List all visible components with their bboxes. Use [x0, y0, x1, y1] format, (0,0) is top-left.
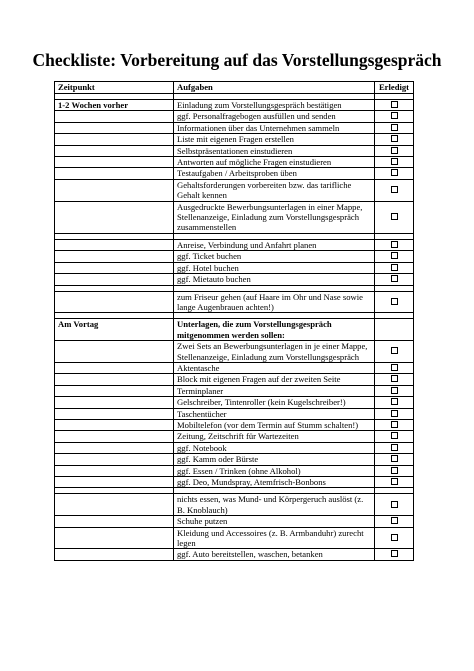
checklist-row: [55, 516, 414, 527]
checklist-row: [55, 239, 414, 250]
checklist-row: [55, 341, 414, 363]
zeitpunkt-cell: [55, 431, 174, 442]
checklist-row: [55, 291, 414, 313]
checklist-row: [55, 100, 414, 111]
zeitpunkt-cell: [55, 262, 174, 273]
erledigt-cell: [375, 179, 414, 201]
erledigt-cell: [375, 319, 414, 341]
erledigt-cell: [375, 549, 414, 560]
checklist-row: [55, 201, 414, 233]
erledigt-cell: [375, 168, 414, 179]
zeitpunkt-cell: [55, 408, 174, 419]
zeitpunkt-cell: [55, 168, 174, 179]
erledigt-cell: [375, 239, 414, 250]
erledigt-cell: [375, 516, 414, 527]
checkbox[interactable]: [391, 455, 398, 462]
aufgabe-cell: Zeitung, Zeitschrift für Wartezeiten: [174, 431, 375, 442]
checklist-row: [55, 419, 414, 430]
checkbox[interactable]: [391, 387, 398, 394]
aufgabe-cell: ggf. Auto bereitstellen, waschen, betanken: [174, 549, 375, 560]
document-title: Checkliste: Vorbereitung auf das Vorstellungsgespräch: [32, 50, 442, 70]
aufgabe-cell: Unterlagen, die zum Vorstellungsgespräch mitgenommen werden sollen:: [174, 319, 375, 341]
zeitpunkt-cell: [55, 549, 174, 560]
checklist-row: [55, 408, 414, 419]
checkbox[interactable]: [391, 264, 398, 271]
zeitpunkt-cell: Am Vortag: [55, 319, 174, 341]
table-header-row: [55, 82, 414, 94]
erledigt-cell: [375, 251, 414, 262]
aufgabe-cell: Anreise, Verbindung und Anfahrt planen: [174, 239, 375, 250]
zeitpunkt-cell: [55, 239, 174, 250]
aufgabe-cell: Ausgedruckte Bewerbungsunterlagen in einer Mappe, Stellenanzeige, Einladung zum Vorstellungsgespräch zusammenstellen: [174, 201, 375, 233]
checklist-row: [55, 251, 414, 262]
aufgabe-cell: Liste mit eigenen Fragen erstellen: [174, 134, 375, 145]
aufgabe-cell: Block mit eigenen Fragen auf der zweiten Seite: [174, 374, 375, 385]
aufgabe-cell: ggf. Kamm oder Bürste: [174, 454, 375, 465]
erledigt-cell: [375, 145, 414, 156]
erledigt-cell: [375, 341, 414, 363]
checklist-row: [55, 454, 414, 465]
checkbox[interactable]: [391, 478, 398, 485]
aufgabe-cell: Einladung zum Vorstellungsgespräch bestätigen: [174, 100, 375, 111]
checklist-row: [55, 494, 414, 516]
erledigt-cell: [375, 201, 414, 233]
checklist-row: [55, 527, 414, 549]
checkbox[interactable]: [391, 101, 398, 108]
checkbox[interactable]: [391, 467, 398, 474]
zeitpunkt-cell: [55, 341, 174, 363]
erledigt-cell: [375, 385, 414, 396]
checklist-row: [55, 385, 414, 396]
checkbox[interactable]: [391, 432, 398, 439]
checkbox[interactable]: [391, 213, 398, 220]
erledigt-cell: [375, 362, 414, 373]
checkbox[interactable]: [391, 534, 398, 541]
checkbox[interactable]: [391, 550, 398, 557]
zeitpunkt-cell: [55, 385, 174, 396]
aufgabe-cell: zum Friseur gehen (auf Haare im Ohr und Nase sowie lange Augenbrauen achten!): [174, 291, 375, 313]
checkbox[interactable]: [391, 158, 398, 165]
checkbox[interactable]: [391, 444, 398, 451]
erledigt-cell: [375, 262, 414, 273]
zeitpunkt-cell: [55, 454, 174, 465]
erledigt-cell: [375, 454, 414, 465]
zeitpunkt-cell: [55, 374, 174, 385]
aufgabe-cell: Mobiltelefon (vor dem Termin auf Stumm schalten!): [174, 419, 375, 430]
checkbox[interactable]: [391, 501, 398, 508]
checkbox[interactable]: [391, 124, 398, 131]
checklist-row: [55, 465, 414, 476]
aufgabe-cell: Gelschreiber, Tintenroller (kein Kugelschreiber!): [174, 397, 375, 408]
zeitpunkt-cell: 1-2 Wochen vorher: [55, 100, 174, 111]
aufgabe-cell: Gehaltsforderungen vorbereiten bzw. das tarifliche Gehalt kennen: [174, 179, 375, 201]
checkbox[interactable]: [391, 375, 398, 382]
checklist-body: [55, 94, 414, 561]
checkbox[interactable]: [391, 517, 398, 524]
aufgabe-cell: Testaufgaben / Arbeitsproben üben: [174, 168, 375, 179]
zeitpunkt-cell: [55, 157, 174, 168]
erledigt-cell: [375, 477, 414, 488]
zeitpunkt-cell: [55, 251, 174, 262]
erledigt-cell: [375, 111, 414, 122]
checkbox[interactable]: [391, 135, 398, 142]
erledigt-cell: [375, 274, 414, 285]
aufgabe-cell: ggf. Deo, Mundspray, Atemfrisch-Bonbons: [174, 477, 375, 488]
zeitpunkt-cell: [55, 111, 174, 122]
zeitpunkt-cell: [55, 419, 174, 430]
zeitpunkt-cell: [55, 201, 174, 233]
checklist-row: [55, 274, 414, 285]
checklist-row: [55, 111, 414, 122]
erledigt-cell: [375, 397, 414, 408]
header-erledigt: Erledigt: [375, 82, 414, 94]
checkbox[interactable]: [391, 347, 398, 354]
erledigt-cell: [375, 291, 414, 313]
aufgabe-cell: ggf. Essen / Trinken (ohne Alkohol): [174, 465, 375, 476]
checkbox[interactable]: [391, 186, 398, 193]
aufgabe-cell: Antworten auf mögliche Fragen einstudieren: [174, 157, 375, 168]
aufgabe-cell: ggf. Mietauto buchen: [174, 274, 375, 285]
zeitpunkt-cell: [55, 274, 174, 285]
checklist-row: [55, 442, 414, 453]
aufgabe-cell: ggf. Notebook: [174, 442, 375, 453]
zeitpunkt-cell: [55, 477, 174, 488]
aufgabe-cell: ggf. Personalfragebogen ausfüllen und senden: [174, 111, 375, 122]
erledigt-cell: [375, 419, 414, 430]
checklist-row: [55, 319, 414, 341]
checklist-row: [55, 134, 414, 145]
checklist-row: [55, 168, 414, 179]
checkbox[interactable]: [391, 252, 398, 259]
checkbox[interactable]: [391, 298, 398, 305]
erledigt-cell: [375, 465, 414, 476]
zeitpunkt-cell: [55, 527, 174, 549]
aufgabe-cell: Schuhe putzen: [174, 516, 375, 527]
checklist-row: [55, 179, 414, 201]
checkbox[interactable]: [391, 169, 398, 176]
checklist-row: [55, 549, 414, 560]
checklist-row: [55, 431, 414, 442]
aufgabe-cell: Informationen über das Unternehmen sammeln: [174, 122, 375, 133]
zeitpunkt-cell: [55, 465, 174, 476]
checklist-row: [55, 374, 414, 385]
checklist-row: [55, 145, 414, 156]
checkbox[interactable]: [391, 410, 398, 417]
checklist-row: [55, 122, 414, 133]
checklist-table: [54, 81, 414, 561]
checklist-row: [55, 157, 414, 168]
zeitpunkt-cell: [55, 179, 174, 201]
header-zeitpunkt: Zeitpunkt: [55, 82, 174, 94]
checklist-row: [55, 262, 414, 273]
checklist-row: [55, 362, 414, 373]
checkbox[interactable]: [391, 147, 398, 154]
aufgabe-cell: Terminplaner: [174, 385, 375, 396]
aufgabe-cell: Taschentücher: [174, 408, 375, 419]
zeitpunkt-cell: [55, 516, 174, 527]
checkbox[interactable]: [391, 275, 398, 282]
checkbox[interactable]: [391, 398, 398, 405]
erledigt-cell: [375, 157, 414, 168]
erledigt-cell: [375, 374, 414, 385]
zeitpunkt-cell: [55, 145, 174, 156]
zeitpunkt-cell: [55, 134, 174, 145]
erledigt-cell: [375, 408, 414, 419]
aufgabe-cell: Kleidung und Accessoires (z. B. Armbanduhr) zurecht legen: [174, 527, 375, 549]
zeitpunkt-cell: [55, 494, 174, 516]
erledigt-cell: [375, 134, 414, 145]
zeitpunkt-cell: [55, 362, 174, 373]
zeitpunkt-cell: [55, 397, 174, 408]
aufgabe-cell: nichts essen, was Mund- und Körpergeruch auslöst (z. B. Knoblauch): [174, 494, 375, 516]
zeitpunkt-cell: [55, 442, 174, 453]
aufgabe-cell: ggf. Ticket buchen: [174, 251, 375, 262]
erledigt-cell: [375, 100, 414, 111]
erledigt-cell: [375, 431, 414, 442]
checkbox[interactable]: [391, 112, 398, 119]
checklist-row: [55, 397, 414, 408]
erledigt-cell: [375, 122, 414, 133]
erledigt-cell: [375, 442, 414, 453]
aufgabe-cell: Aktentasche: [174, 362, 375, 373]
checkbox[interactable]: [391, 421, 398, 428]
checklist-row: [55, 477, 414, 488]
header-aufgaben: Aufgaben: [174, 82, 375, 94]
erledigt-cell: [375, 494, 414, 516]
aufgabe-cell: Selbstpräsentationen einstudieren: [174, 145, 375, 156]
zeitpunkt-cell: [55, 122, 174, 133]
aufgabe-cell: Zwei Sets an Bewerbungsunterlagen in je einer Mappe, Stellenanzeige, Einladung zum Vorstellungsgespräch: [174, 341, 375, 363]
erledigt-cell: [375, 527, 414, 549]
aufgabe-cell: ggf. Hotel buchen: [174, 262, 375, 273]
checkbox[interactable]: [391, 241, 398, 248]
zeitpunkt-cell: [55, 291, 174, 313]
checkbox[interactable]: [391, 364, 398, 371]
